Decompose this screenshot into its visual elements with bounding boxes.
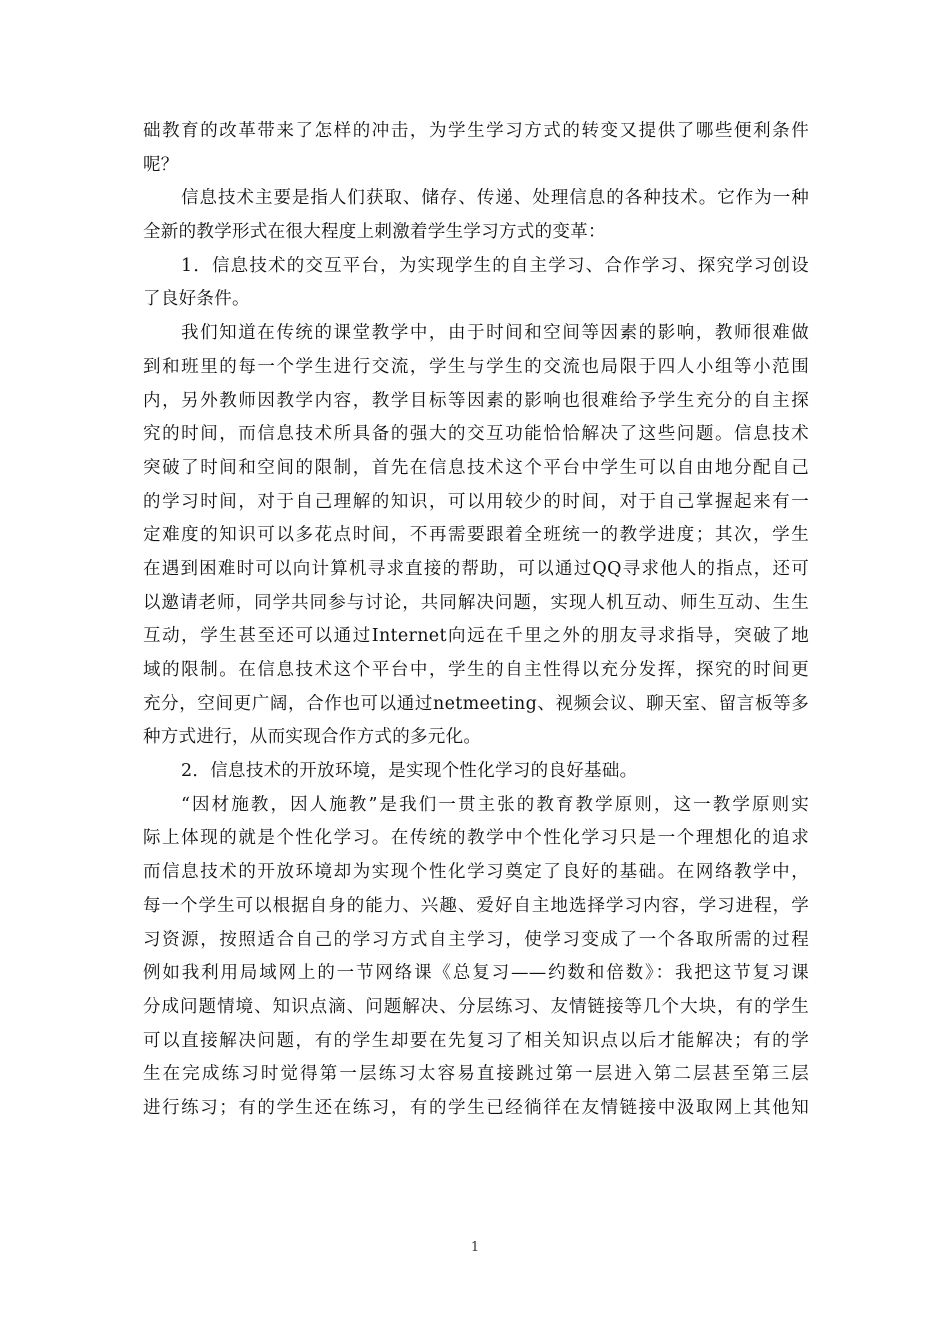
text-line: 种方式进行，从而实现合作方式的多元化。 bbox=[143, 727, 482, 748]
text-line: 究的时间，而信息技术所具备的强大的交互功能恰恰解决了这些问题。信息技术 bbox=[143, 424, 809, 445]
document-body bbox=[143, 115, 809, 1126]
text-line: 内，另外教师因教学内容，教学目标等因素的影响也很难给予学生充分的自主探 bbox=[143, 390, 809, 411]
text-line: 2．信息技术的开放环境，是实现个性化学习的良好基础。 bbox=[181, 761, 638, 782]
text-line: 的学习时间，对于自己理解的知识，可以用较少的时间，对于自己掌握起来有一 bbox=[143, 491, 809, 512]
paragraph-point-2-body bbox=[143, 789, 809, 1126]
text-line: 而信息技术的开放环境却为实现个性化学习奠定了良好的基础。在网络教学中， bbox=[143, 862, 809, 883]
page-number: 1 bbox=[470, 1240, 480, 1255]
text-line: 我们知道在传统的课堂教学中，由于时间和空间等因素的影响，教师很难做 bbox=[181, 323, 809, 344]
heading-point-1 bbox=[143, 250, 809, 317]
text-line: 分成问题情境、知识点滴、问题解决、分层练习、友情链接等几个大块，有的学生 bbox=[143, 996, 809, 1017]
text-line: 了良好条件。 bbox=[143, 289, 250, 310]
text-line: 定难度的知识可以多花点时间，不再需要跟着全班统一的教学进度；其次，学生 bbox=[143, 525, 809, 546]
heading-point-2 bbox=[143, 755, 809, 789]
text-line: 互动，学生甚至还可以通过Internet向远在千里之外的朋友寻求指导，突破了地 bbox=[143, 626, 809, 647]
text-line: 到和班里的每一个学生进行交流，学生与学生的交流也局限于四人小组等小范围 bbox=[143, 356, 809, 377]
paragraph-continuation bbox=[143, 115, 809, 182]
text-line: 信息技术主要是指人们获取、储存、传递、处理信息的各种技术。它作为一种 bbox=[181, 188, 809, 209]
text-line: “因材施教，因人施教”是我们一贯主张的教育教学原则，这一教学原则实 bbox=[181, 794, 809, 815]
text-line: 域的限制。在信息技术这个平台中，学生的自主性得以充分发挥，探究的时间更 bbox=[143, 660, 809, 680]
text-line: 生在完成练习时觉得第一层练习太容易直接跳过第一层进入第二层甚至第三层 bbox=[143, 1064, 809, 1085]
paragraph-point-1-body bbox=[143, 317, 809, 755]
text-line: 可以直接解决问题，有的学生却要在先复习了相关知识点以后才能解决；有的学 bbox=[143, 1030, 809, 1051]
text-line: 际上体现的就是个性化学习。在传统的教学中个性化学习只是一个理想化的追求 bbox=[143, 828, 809, 849]
text-line: 在遇到困难时可以向计算机寻求直接的帮助，可以通过QQ寻求他人的指点，还可 bbox=[143, 558, 809, 579]
text-line: 础教育的改革带来了怎样的冲击，为学生学习方式的转变又提供了哪些便利条件 bbox=[143, 121, 809, 141]
text-line: 例如我利用局域网上的一节网络课《总复习——约数和倍数》：我把这节复习课 bbox=[143, 963, 809, 984]
text-line: 呢？ bbox=[143, 154, 179, 175]
paragraph-intro bbox=[143, 182, 809, 249]
text-line: 以邀请老师，同学共同参与讨论，共同解决问题，实现人机互动、师生互动、生生 bbox=[143, 592, 809, 613]
text-line: 习资源，按照适合自己的学习方式自主学习，使学习变成了一个各取所需的过程 bbox=[143, 929, 809, 950]
text-line: 进行练习；有的学生还在练习，有的学生已经徜徉在友情链接中汲取网上其他知 bbox=[143, 1097, 809, 1118]
text-line: 突破了时间和空间的限制，首先在信息技术这个平台中学生可以自由地分配自己 bbox=[143, 457, 809, 478]
text-line: 每一个学生可以根据自身的能力、兴趣、爱好自主地选择学习内容，学习进程，学 bbox=[143, 895, 809, 916]
text-line: 全新的教学形式在很大程度上刺激着学生学习方式的变革： bbox=[143, 222, 606, 243]
text-line: 1．信息技术的交互平台，为实现学生的自主学习、合作学习、探究学习创设 bbox=[181, 255, 809, 276]
text-line: 充分，空间更广阔，合作也可以通过netmeeting、视频会议、聊天室、留言板等多 bbox=[143, 693, 809, 714]
